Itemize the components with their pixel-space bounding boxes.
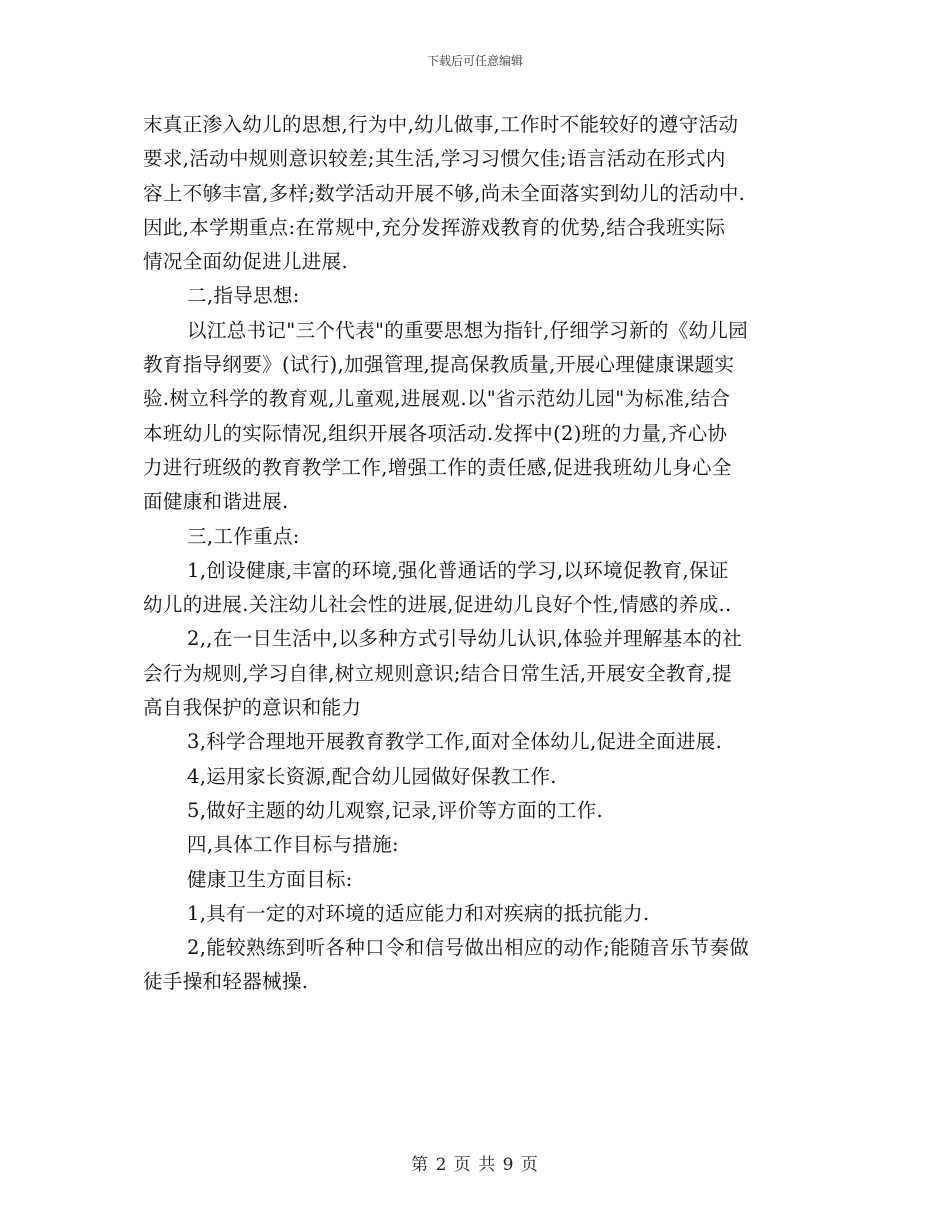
paragraph-line: 面健康和谐进展. <box>143 490 289 514</box>
section-heading: 二,指导思想: <box>187 284 300 308</box>
list-item-continuation: 徒手操和轻器械操. <box>143 970 309 994</box>
paragraph-line: 力进行班级的教育教学工作,增强工作的责任感,促进我班幼儿身心全 <box>143 455 732 479</box>
paragraph-line: 情况全面幼促进儿进展. <box>143 250 349 274</box>
page-number: 第 2 页 共 9 页 <box>411 1155 539 1175</box>
paragraph-line: 要求,活动中规则意识较差;其生活,学习习惯欠佳;语言活动在形式内 <box>143 147 726 171</box>
paragraph-line: 教育指导纲要》(试行),加强管理,提高保教质量,开展心理健康课题实 <box>143 353 735 377</box>
list-item: 2,,在一日生活中,以多种方式引导幼儿认识,体验并理解基本的社 <box>187 627 743 651</box>
paragraph-line: 容上不够丰富,多样;数学活动开展不够,尚未全面落实到幼儿的活动中. <box>143 181 746 205</box>
page-header: 下载后可任意编辑 <box>426 54 523 68</box>
document-body <box>143 108 808 1000</box>
paragraph-line: 以江总书记"三个代表"的重要思想为指针,仔细学习新的《幼儿园 <box>187 318 749 342</box>
section-heading: 三,工作重点: <box>187 524 300 548</box>
list-item: 1,创设健康,丰富的环境,强化普通话的学习,以环境促教育,保证 <box>187 558 729 582</box>
section-heading: 四,具体工作目标与措施: <box>187 833 399 857</box>
list-item-continuation: 幼儿的进展.关注幼儿社会性的进展,促进幼儿良好个性,情感的养成.. <box>143 593 732 617</box>
list-item: 4,运用家长资源,配合幼儿园做好保教工作. <box>187 764 557 788</box>
list-item-continuation: 高自我保护的意识和能力 <box>143 696 362 720</box>
list-item-continuation: 会行为规则,学习自律,树立规则意识;结合日常生活,开展安全教育,提 <box>143 661 732 685</box>
list-item: 5,做好主题的幼儿观察,记录,评价等方面的工作. <box>187 798 604 822</box>
paragraph-line: 验.树立科学的教育观,儿童观,进展观.以"省示范幼儿园"为标准,结合 <box>143 387 731 411</box>
list-item: 1,具有一定的对环境的适应能力和对疾病的抵抗能力. <box>187 901 650 925</box>
paragraph-line: 末真正渗入幼儿的思想,行为中,幼儿做事,工作时不能较好的遵守活动 <box>143 113 739 136</box>
paragraph-line: 因此,本学期重点:在常规中,充分发挥游戏教育的优势,结合我班实际 <box>143 215 726 239</box>
list-item: 2,能较熟练到听各种口令和信号做出相应的动作;能随音乐节奏做 <box>187 936 750 960</box>
list-item: 3,科学合理地开展教育教学工作,面对全体幼儿,促进全面进展. <box>187 730 723 754</box>
paragraph-line: 本班幼儿的实际情况,组织开展各项活动.发挥中(2)班的力量,齐心协 <box>143 421 728 445</box>
subsection-heading: 健康卫生方面目标: <box>187 867 353 891</box>
